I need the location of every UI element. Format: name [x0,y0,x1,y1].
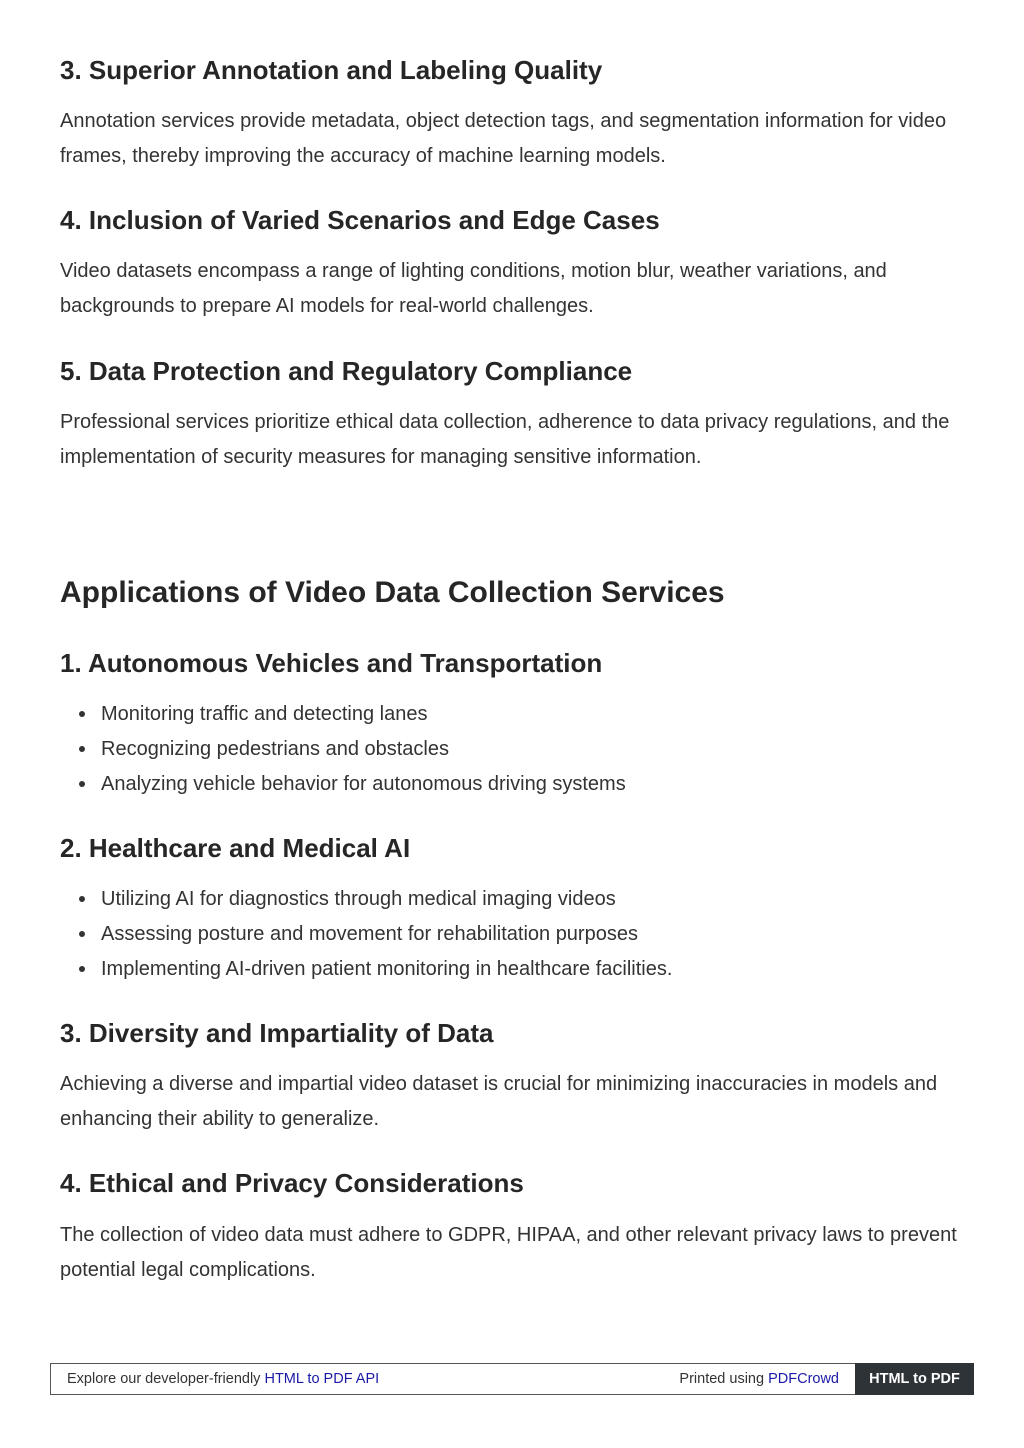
section-paragraph: Professional services prioritize ethical data collection, adherence to data privacy regulations, and the implementation of security measures for managing sensitive information. [60,411,950,468]
footer-right [679,1371,839,1387]
bullet-item: Assessing posture and movement for rehabilitation purposes [101,917,672,952]
bullet-item: Monitoring traffic and detecting lanes [101,697,626,732]
pdfcrowd-footer-bar [50,1363,974,1395]
section-paragraph: Video datasets encompass a range of lighting conditions, motion blur, weather variations, and backgrounds to prepare AI models for real-world challenges. [60,260,887,317]
applications-title: Applications of Video Data Collection Services [60,576,725,609]
section-heading: 4. Ethical and Privacy Considerations [60,1168,524,1198]
footer-left [67,1371,379,1387]
html-to-pdf-api-link[interactable]: HTML to PDF API [264,1371,380,1387]
section-paragraph: Annotation services provide metadata, object detection tags, and segmentation information for video frames, thereby improving the accuracy of machine learning models. [60,110,947,167]
section-heading: 3. Diversity and Impartiality of Data [60,1018,494,1048]
section-heading: 5. Data Protection and Regulatory Compliance [60,356,633,386]
application-bullet-list [60,697,626,801]
footer-right-text: Printed using [679,1371,769,1387]
bullet-item: Utilizing AI for diagnostics through medical imaging videos [101,882,672,917]
pdfcrowd-link[interactable]: PDFCrowd [768,1371,839,1387]
section-heading: 3. Superior Annotation and Labeling Quality [60,55,603,85]
html-to-pdf-badge[interactable]: HTML to PDF [855,1363,974,1395]
section-heading: 4. Inclusion of Varied Scenarios and Edge Cases [60,205,660,235]
bullet-item: Recognizing pedestrians and obstacles [101,732,626,767]
application-heading: 2. Healthcare and Medical AI [60,833,411,863]
bullet-item: Implementing AI-driven patient monitoring in healthcare facilities. [101,952,672,987]
section-paragraph: The collection of video data must adhere to GDPR, HIPAA, and other relevant privacy laws to prevent potential legal complications. [60,1224,957,1281]
section-paragraph: Achieving a diverse and impartial video dataset is crucial for minimizing inaccuracies in models and enhancing their ability to generalize. [60,1073,938,1130]
application-heading: 1. Autonomous Vehicles and Transportation [60,648,603,678]
bullet-item: Analyzing vehicle behavior for autonomous driving systems [101,767,626,802]
application-bullet-list [60,882,672,986]
footer-left-text: Explore our developer-friendly [67,1371,265,1387]
